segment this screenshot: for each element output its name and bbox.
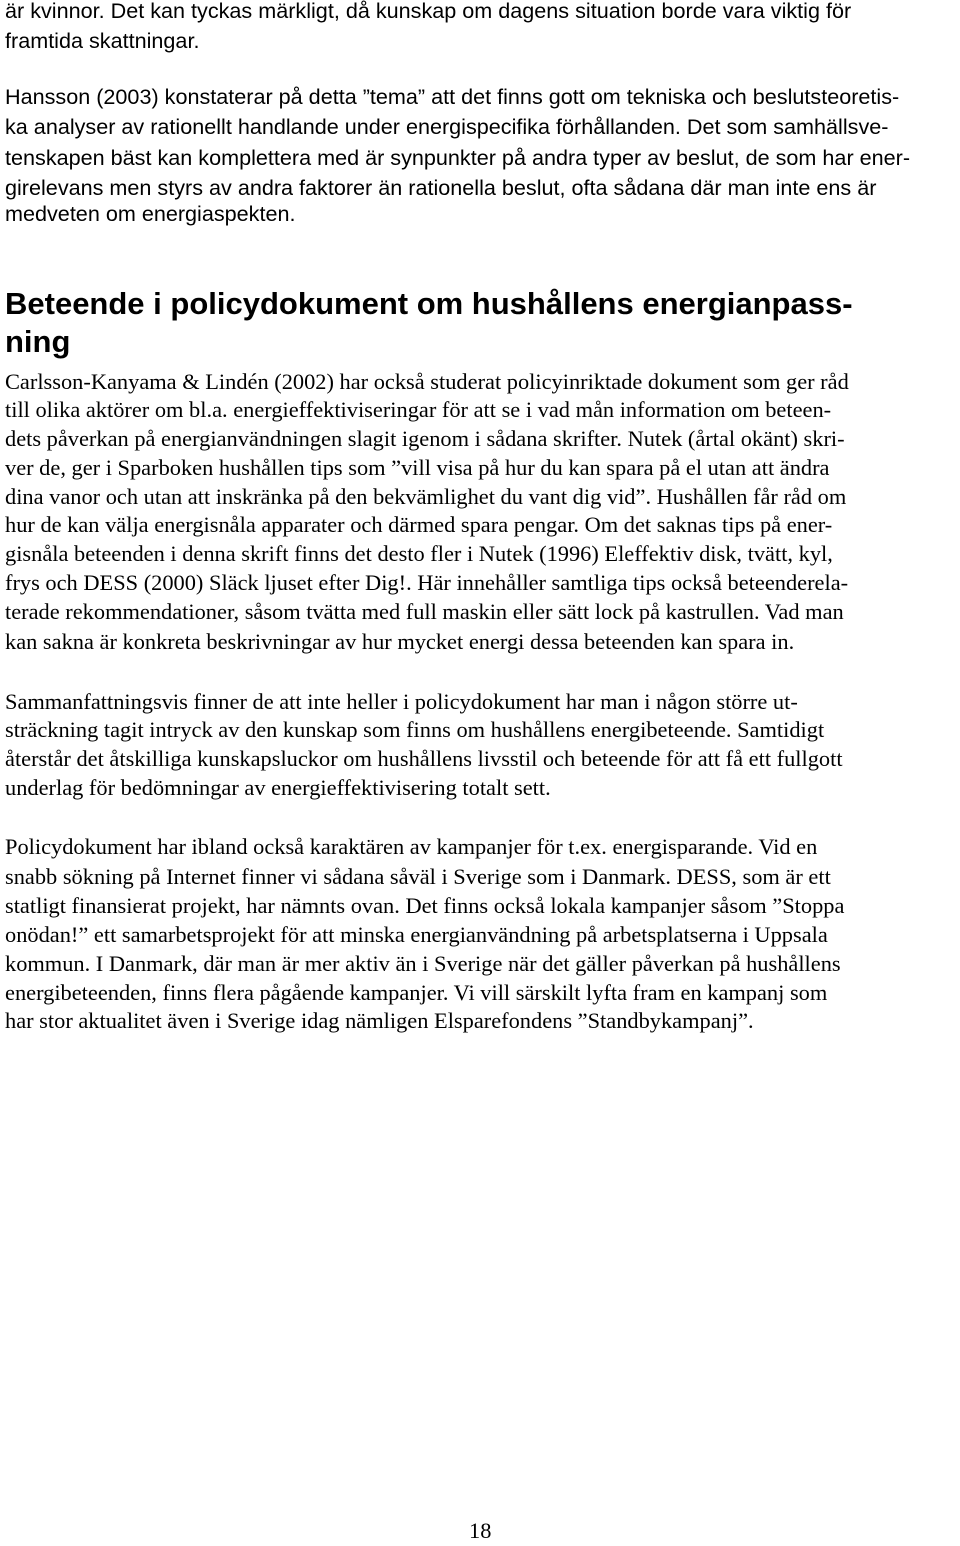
text-line: frys och DESS (2000) Släck ljuset efter Dig!. Här innehåller samtliga tips också beteenderela-	[5, 570, 849, 595]
heading-line: ning	[5, 324, 71, 359]
text-line: ver de, ger i Sparboken hushållen tips som ”vill visa på hur du kan spara på el utan att ändra	[5, 455, 830, 480]
text-line: hur de kan välja energisnåla apparater och därmed spara pengar. Om det saknas tips på ener-	[5, 512, 833, 537]
text-line: framtida skattningar.	[5, 28, 200, 53]
text-line: Sammanfattningsvis finner de att inte heller i policydokument har man i någon större ut-	[5, 689, 798, 714]
text-line: onödan!” ett samarbetsprojekt för att minska energianvändning på arbetsplatserna i Uppsala	[5, 922, 828, 947]
text-line: sträckning tagit intryck av den kunskap som finns om hushållens energibeteende. Samtidigt	[5, 717, 825, 742]
text-line: snabb sökning på Internet finner vi sådana såväl i Sverige som i Danmark. DESS, som är ett	[5, 864, 831, 889]
text-line: terade rekommendationer, såsom tvätta med full maskin eller sätt lock på kastrullen. Vad man	[5, 599, 844, 624]
text-line: dina vanor och utan att inskränka på den bekvämlighet du vant dig vid”. Hushållen får råd om	[5, 484, 847, 509]
text-line: statligt finansierat projekt, har nämnts ovan. Det finns också lokala kampanjer såsom ”Stoppa	[5, 893, 845, 918]
text-line: är kvinnor. Det kan tyckas märkligt, då kunskap om dagens situation borde vara viktig för	[5, 0, 852, 23]
page-number: 18	[469, 1518, 492, 1543]
text-line: återstår det åtskilliga kunskapsluckor om hushållens livsstil och beteende för att få ett fullgott	[5, 746, 843, 771]
text-line: underlag för bedömningar av energieffektivisering totalt sett.	[5, 775, 551, 800]
text-line: girelevans men styrs av andra faktorer än rationella beslut, ofta sådana där man inte ens är	[5, 175, 877, 200]
text-line: Policydokument har ibland också karaktären av kampanjer för t.ex. energisparande. Vid en	[5, 834, 818, 859]
text-line: ka analyser av rationellt handlande under energispecifika förhållanden. Det som samhällsve-	[5, 114, 889, 139]
heading-line: Beteende i policydokument om hushållens energianpass-	[5, 286, 853, 321]
text-line: till olika aktörer om bl.a. energieffektiviseringar för att se i vad mån information om beteen-	[5, 397, 832, 422]
text-line: har stor aktualitet även i Sverige idag nämligen Elsparefondens ”Standbykampanj”.	[5, 1008, 754, 1033]
text-line: gisnåla beteenden i denna skrift finns det desto fler i Nutek (1996) Eleffektiv disk, tvätt, kyl,	[5, 541, 833, 566]
text-line: dets påverkan på energianvändningen slagit igenom i sådana skrifter. Nutek (årtal okänt) skri-	[5, 426, 845, 451]
text-line: tenskapen bäst kan komplettera med är synpunkter på andra typer av beslut, de som har ener-	[5, 145, 911, 170]
text-line: kommun. I Danmark, där man är mer aktiv än i Sverige när det gäller påverkan på hushållens	[5, 951, 841, 976]
text-line: energibeteenden, finns flera pågående kampanjer. Vi vill särskilt lyfta fram en kampanj som	[5, 980, 828, 1005]
text-line: medveten om energiaspekten.	[5, 201, 296, 226]
text-line: Carlsson-Kanyama & Lindén (2002) har också studerat policyinriktade dokument som ger råd	[5, 369, 849, 394]
text-line: Hansson (2003) konstaterar på detta ”tema” att det finns gott om tekniska och beslutsteoretis-	[5, 84, 900, 109]
text-line: kan sakna är konkreta beskrivningar av hur mycket energi dessa beteenden kan spara in.	[5, 629, 795, 654]
